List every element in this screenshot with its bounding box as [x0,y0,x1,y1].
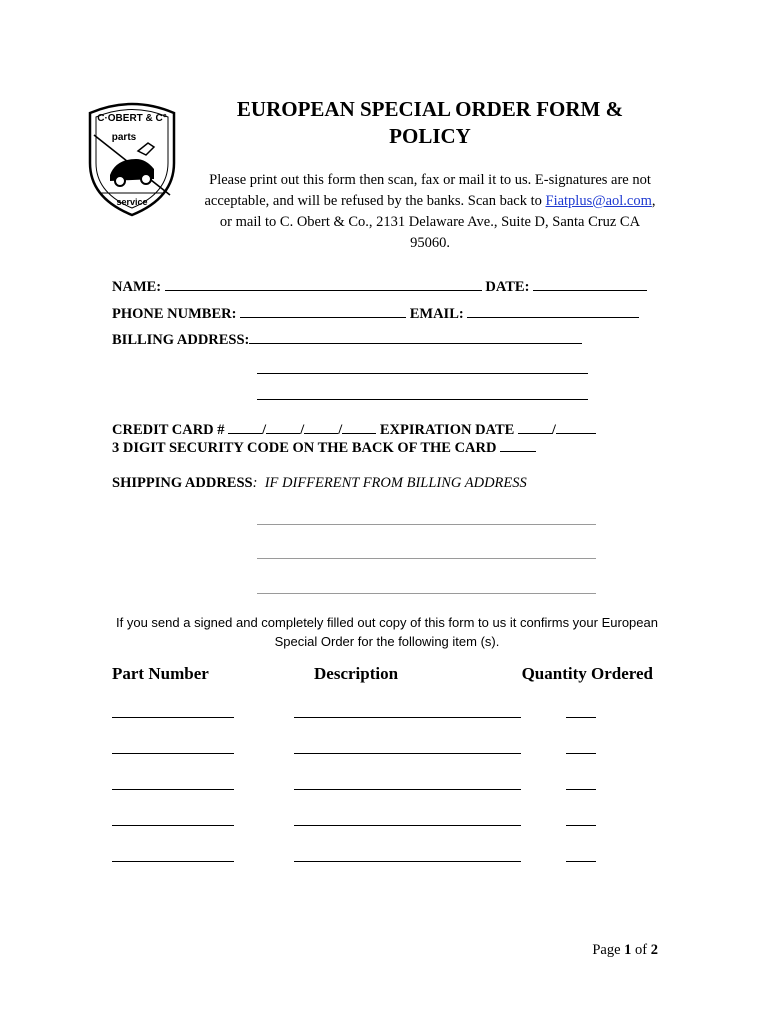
expiration-label: EXPIRATION DATE [379,422,515,438]
column-header-description: Description [314,664,399,683]
billing-field-line-2[interactable] [257,373,588,374]
shipping-label: SHIPPING ADDRESS [112,475,253,491]
order-instructions: If you send a signed and completely filled out copy of this form to us it confirms your European Special Order for the following item (s). [116,615,658,649]
name-label: NAME: [112,279,162,295]
column-header-part-number: Part Number [112,664,209,683]
description-field-3[interactable] [294,789,521,790]
description-field-2[interactable] [294,753,521,754]
page-indicator [592,942,658,959]
phone-label: PHONE NUMBER: [112,306,237,322]
intro-text-start: Please print out this form then scan, fax or mail it to us. E-signatures are not acceptable, and will be refused by the banks. Scan back to [204,172,651,209]
description-field-1[interactable] [294,717,521,718]
page-label: Page [592,942,621,958]
part-number-field-1[interactable] [112,717,234,718]
card-group-2[interactable] [266,421,300,434]
email-link[interactable]: Fiatplus@aol.com [545,193,652,209]
email-field[interactable] [467,305,639,318]
card-group-4[interactable] [342,421,376,434]
expiration-year-field[interactable] [556,421,596,434]
email-label: EMAIL: [409,306,464,322]
shipping-field-line-2[interactable] [257,558,596,559]
description-field-5[interactable] [294,861,521,862]
quantity-field-4[interactable] [566,825,596,826]
security-code-field[interactable] [500,439,536,452]
date-field[interactable] [533,278,647,291]
expiration-month-field[interactable] [518,421,552,434]
date-label: DATE: [485,279,530,295]
shipping-row [112,475,527,492]
billing-label: BILLING ADDRESS: [112,332,250,348]
company-logo [82,93,182,218]
phone-email-row [112,305,639,323]
shipping-note: IF DIFFERENT FROM BILLING ADDRESS [264,475,527,491]
shipping-field-line-1[interactable] [257,524,596,525]
part-number-field-3[interactable] [112,789,234,790]
description-field-4[interactable] [294,825,521,826]
column-header-quantity: Quantity Ordered [521,664,653,683]
billing-row [112,331,582,349]
card-group-1[interactable] [228,421,262,434]
card-group-3[interactable] [304,421,338,434]
page-title: EUROPEAN SPECIAL ORDER FORM & POLICY [236,97,624,148]
name-field[interactable] [165,278,482,291]
phone-field[interactable] [240,305,406,318]
credit-card-row: CREDIT CARD # / / / EXPIRATION DATE / [112,421,596,439]
part-number-field-4[interactable] [112,825,234,826]
shipping-colon: : [252,475,265,491]
credit-card-label: CREDIT CARD # [112,422,225,438]
security-code-label: 3 DIGIT SECURITY CODE ON THE BACK OF THE CARD [112,440,497,456]
page-of-label: of [635,942,648,958]
page-total: 2 [650,942,658,958]
part-number-field-2[interactable] [112,753,234,754]
name-date-row [112,278,647,296]
billing-field-line-1[interactable] [249,331,582,344]
logo-service-text: service [116,197,148,207]
security-code-row [112,439,536,457]
quantity-field-3[interactable] [566,789,596,790]
billing-field-line-3[interactable] [257,399,588,400]
intro-paragraph [200,170,660,254]
quantity-field-1[interactable] [566,717,596,718]
logo-parts-text: parts [111,132,137,143]
page-number: 1 [624,942,632,958]
part-number-field-5[interactable] [112,861,234,862]
logo-brand-text: C·OBERT & C° [97,113,167,124]
intro-text-end: , or mail to C. Obert & Co., 2131 Delaware Ave., Suite D, Santa Cruz CA 95060. [219,193,656,251]
shipping-field-line-3[interactable] [257,593,596,594]
quantity-field-2[interactable] [566,753,596,754]
quantity-field-5[interactable] [566,861,596,862]
